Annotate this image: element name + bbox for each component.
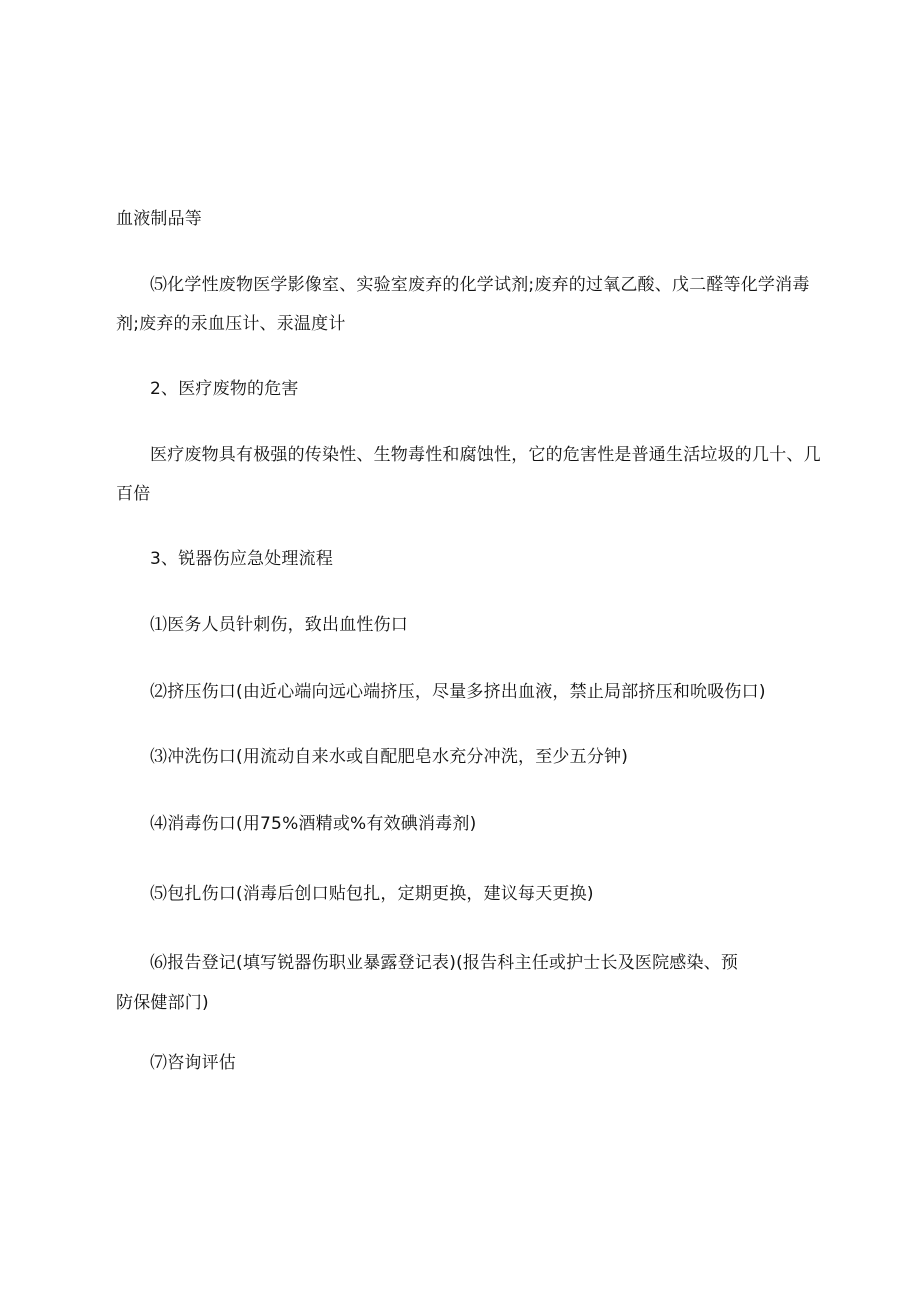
- step-6-report-register: ⑹报告登记(填写锐器伤职业暴露登记表)(报告科主任或护士长及医院感染、预: [150, 953, 739, 973]
- step-4-disinfect-wound: ⑷消毒伤口(用75%酒精或%有效碘消毒剂): [150, 814, 477, 834]
- step-3-rinse-wound: ⑶冲洗伤口(用流动自来水或自配肥皂水充分冲洗，至少五分钟): [150, 747, 629, 767]
- step-2-squeeze-wound: ⑵挤压伤口(由近心端向远心端挤压，尽量多挤出血液，禁止局部挤压和吮吸伤口): [150, 682, 766, 702]
- step-7-consult-assess: ⑺咨询评估: [150, 1053, 236, 1073]
- section-heading-sharps-injury: 3、锐器伤应急处理流程: [150, 549, 334, 569]
- text-line-hazards: 医疗废物具有极强的传染性、生物毒性和腐蚀性，它的危害性是普通生活垃圾的几十、几: [150, 445, 821, 465]
- text-line-hazards-cont: 百倍: [116, 484, 151, 504]
- step-5-bandage-wound: ⑸包扎伤口(消毒后创口贴包扎，定期更换，建议每天更换): [150, 884, 594, 904]
- step-1-needle-stick: ⑴医务人员针刺伤，致出血性伤口: [150, 615, 408, 635]
- text-line-chemical-waste-cont: 剂;废弃的汞血压计、汞温度计: [116, 314, 346, 334]
- text-line-chemical-waste: ⑸化学性废物医学影像室、实验室废弃的化学试剂;废弃的过氧乙酸、戊二醛等化学消毒: [150, 275, 810, 295]
- step-6-report-register-cont: 防保健部门): [116, 993, 209, 1013]
- text-line-blood-products: 血液制品等: [116, 209, 202, 229]
- section-heading-hazards: 2、医疗废物的危害: [150, 379, 299, 399]
